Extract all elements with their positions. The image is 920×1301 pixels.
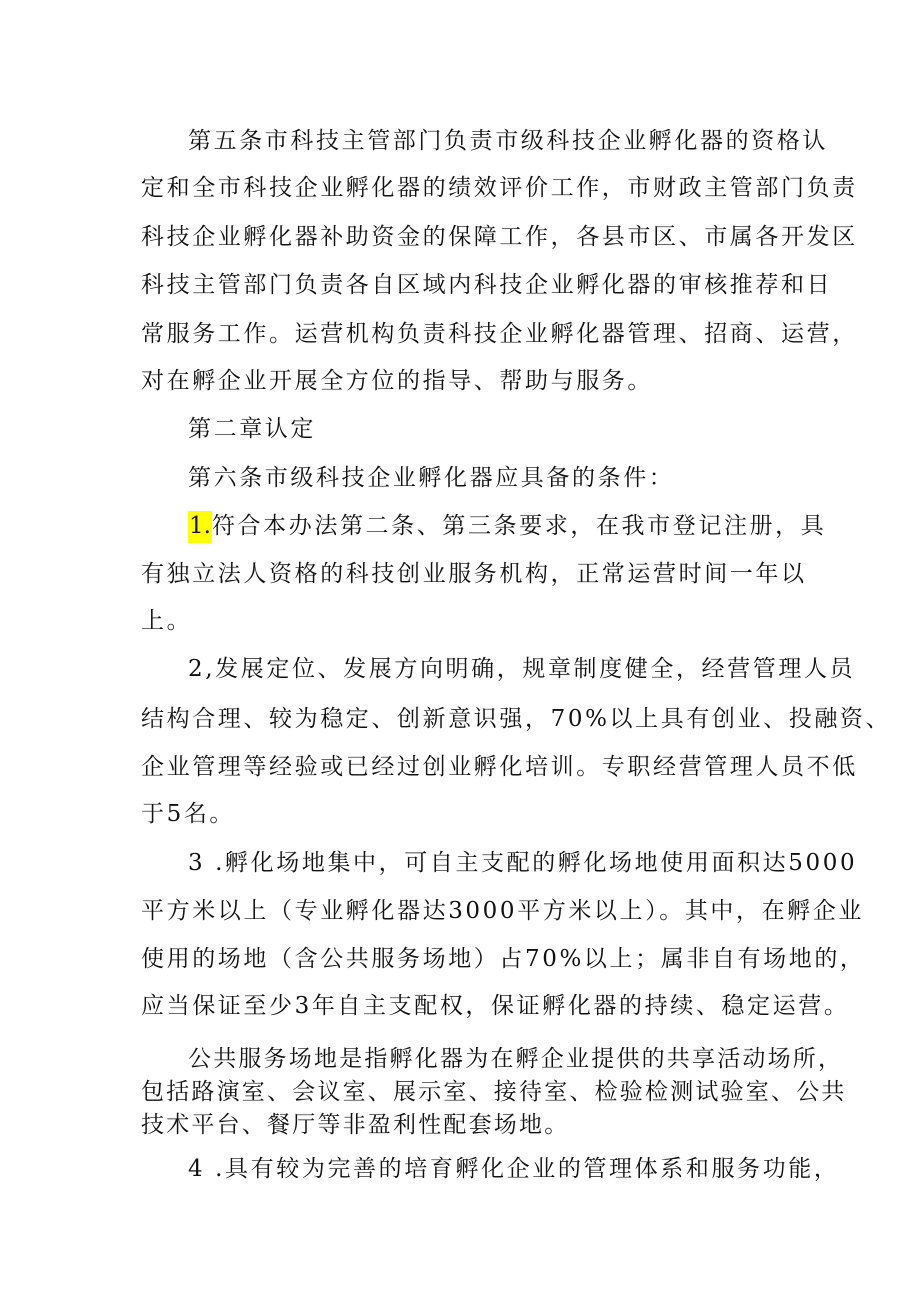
item-3-line-1: 3 .孵化场地集中，可自主支配的孵化场地使用面积达5000 <box>188 850 858 876</box>
item-1-line-1-text: 符合本办法第二条、第三条要求，在我市登记注册，具 <box>211 513 827 539</box>
public-space-note-line-2: 包括路演室、会议室、展示室、接待室、检验检测试验室、公共 <box>141 1079 847 1105</box>
chapter-2-title: 第二章认定 <box>188 416 316 442</box>
item-1-line-3: 上。 <box>141 608 193 634</box>
item-1-line-1 <box>188 511 826 541</box>
article-5-line-6: 对在孵企业开展全方位的指导、帮助与服务。 <box>141 368 653 394</box>
item-1-number-highlight: 1. <box>188 511 212 543</box>
public-space-note-line-1: 公共服务场地是指孵化器为在孵企业提供的共享活动场所， <box>188 1046 844 1072</box>
article-5-line-3: 科技企业孵化器补助资金的保障工作，各县市区、市属各开发区 <box>141 224 858 250</box>
article-5-line-1: 第五条市科技主管部门负责市级科技企业孵化器的资格认 <box>188 128 828 154</box>
article-5-line-2: 定和全市科技企业孵化器的绩效评价工作，市财政主管部门负责 <box>141 175 858 201</box>
item-2-line-1: 2,发展定位、发展方向明确，规章制度健全，经营管理人员 <box>188 656 856 682</box>
item-2-line-4: 于5名。 <box>141 801 236 827</box>
item-1-line-2: 有独立法人资格的科技创业服务机构，正常运营时间一年以 <box>141 561 807 587</box>
item-2-line-2: 结构合理、较为稳定、创新意识强，70%以上具有创业、投融资、 <box>141 706 892 732</box>
item-3-line-3: 使用的场地（含公共服务场地）占70%以上；属非自有场地的， <box>141 946 866 972</box>
article-5-line-5: 常服务工作。运营机构负责科技企业孵化器管理、招商、运营， <box>141 321 858 347</box>
item-3-line-2: 平方米以上（专业孵化器达3000平方米以上）。其中，在孵企业 <box>141 898 865 924</box>
item-3-line-4: 应当保证至少3年自主支配权，保证孵化器的持续、稳定运营。 <box>141 993 850 1019</box>
item-4-line-1: 4 .具有较为完善的培育孵化企业的管理体系和服务功能， <box>188 1156 840 1182</box>
article-5-line-4: 科技主管部门负责各自区域内科技企业孵化器的审核推荐和日 <box>141 272 833 298</box>
item-2-line-3: 企业管理等经验或已经过创业孵化培训。专职经营管理人员不低 <box>141 754 858 780</box>
public-space-note-line-3: 技术平台、餐厅等非盈利性配套场地。 <box>141 1112 570 1138</box>
article-6-heading: 第六条市级科技企业孵化器应具备的条件： <box>188 465 675 491</box>
